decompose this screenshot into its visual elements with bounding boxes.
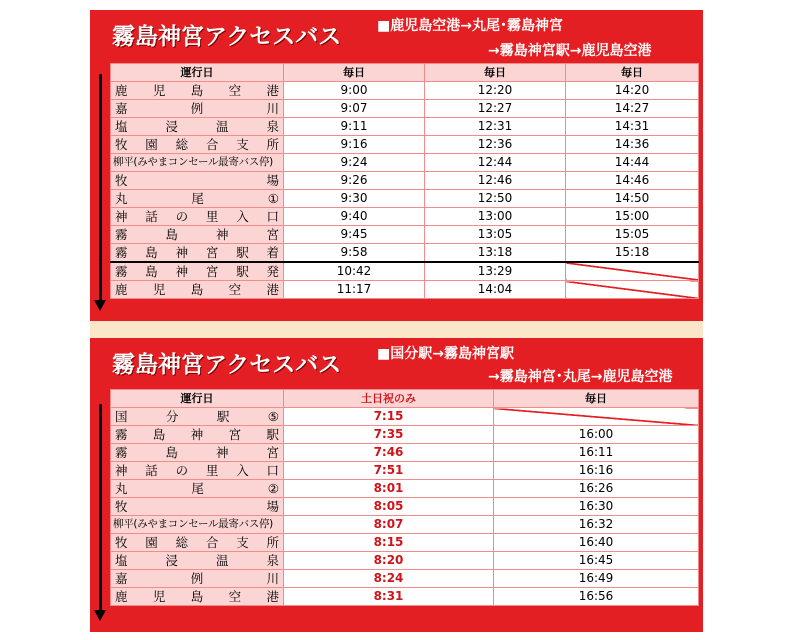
time-cell: 12:20 bbox=[425, 82, 566, 100]
table-row bbox=[111, 498, 699, 516]
stop-name: 鹿児島空港 bbox=[111, 281, 284, 299]
no-service-cell bbox=[494, 408, 699, 426]
time-cell: 12:50 bbox=[425, 190, 566, 208]
panel1-arrowhead-icon bbox=[94, 300, 106, 311]
time-cell: 16:40 bbox=[494, 534, 699, 552]
table-row bbox=[111, 281, 699, 299]
time-cell: 8:15 bbox=[284, 534, 494, 552]
panel-kokubu-to-airport bbox=[90, 338, 703, 632]
stop-name: 鹿児島空港 bbox=[111, 82, 284, 100]
panel-separator bbox=[90, 321, 703, 338]
time-cell: 7:15 bbox=[284, 408, 494, 426]
no-service-cell bbox=[566, 281, 699, 299]
time-cell: 16:11 bbox=[494, 444, 699, 462]
time-cell: 14:04 bbox=[425, 281, 566, 299]
time-cell: 12:46 bbox=[425, 172, 566, 190]
time-cell: 9:16 bbox=[284, 136, 425, 154]
stop-name: 神話の里入口 bbox=[111, 208, 284, 226]
time-cell: 16:16 bbox=[494, 462, 699, 480]
time-cell: 15:18 bbox=[566, 244, 699, 263]
time-cell: 10:42 bbox=[284, 262, 425, 281]
time-cell: 12:36 bbox=[425, 136, 566, 154]
panel1-title: 霧島神宮アクセスバス bbox=[112, 24, 342, 50]
time-cell: 15:05 bbox=[566, 226, 699, 244]
time-cell: 8:20 bbox=[284, 552, 494, 570]
stop-name: 霧島神宮駅発 bbox=[111, 262, 284, 281]
stop-name: 霧島神宮駅着 bbox=[111, 244, 284, 263]
time-cell: 16:32 bbox=[494, 516, 699, 534]
time-cell: 14:27 bbox=[566, 100, 699, 118]
panel1-header bbox=[90, 10, 703, 62]
stop-name: 神話の里入口 bbox=[111, 462, 284, 480]
stop-name: 嘉例川 bbox=[111, 100, 284, 118]
time-cell: 7:35 bbox=[284, 426, 494, 444]
column-header: 毎日 bbox=[284, 64, 425, 82]
stop-name: 丸尾② bbox=[111, 480, 284, 498]
stop-name: 嘉例川 bbox=[111, 570, 284, 588]
table-row bbox=[111, 588, 699, 606]
time-cell: 9:26 bbox=[284, 172, 425, 190]
table-row bbox=[111, 136, 699, 154]
stop-name: 霧島神宮駅 bbox=[111, 426, 284, 444]
column-header: 毎日 bbox=[566, 64, 699, 82]
column-header: 毎日 bbox=[425, 64, 566, 82]
time-cell: 12:27 bbox=[425, 100, 566, 118]
table-row bbox=[111, 426, 699, 444]
stop-name: 鹿児島空港 bbox=[111, 588, 284, 606]
panel2-header bbox=[90, 338, 703, 390]
time-cell: 14:31 bbox=[566, 118, 699, 136]
time-cell: 16:26 bbox=[494, 480, 699, 498]
table-row bbox=[111, 100, 699, 118]
time-cell: 8:31 bbox=[284, 588, 494, 606]
stop-name: 柳平(みやまコンセール最寄バス停) bbox=[111, 516, 284, 534]
table-row bbox=[111, 462, 699, 480]
stop-name: 牧園総合支所 bbox=[111, 534, 284, 552]
panel2-route-line1: ■国分駅→霧島神宮駅 bbox=[377, 346, 514, 362]
stop-name: 柳平(みやまコンセール最寄バス停) bbox=[111, 154, 284, 172]
time-cell: 7:46 bbox=[284, 444, 494, 462]
panel1-header-row bbox=[111, 64, 699, 82]
time-cell: 13:00 bbox=[425, 208, 566, 226]
table-row bbox=[111, 208, 699, 226]
time-cell: 11:17 bbox=[284, 281, 425, 299]
time-cell: 14:46 bbox=[566, 172, 699, 190]
table-row bbox=[111, 172, 699, 190]
time-cell: 16:00 bbox=[494, 426, 699, 444]
table-row bbox=[111, 534, 699, 552]
panel2-direction-arrow bbox=[99, 404, 102, 612]
time-cell: 8:05 bbox=[284, 498, 494, 516]
table-row bbox=[111, 570, 699, 588]
table-row bbox=[111, 480, 699, 498]
time-cell: 16:30 bbox=[494, 498, 699, 516]
panel1-timetable bbox=[110, 63, 699, 299]
time-cell: 16:49 bbox=[494, 570, 699, 588]
table-row bbox=[111, 226, 699, 244]
time-cell: 8:01 bbox=[284, 480, 494, 498]
time-cell: 16:56 bbox=[494, 588, 699, 606]
panel1-route-line1: ■鹿児島空港→丸尾･霧島神宮 bbox=[377, 18, 563, 34]
panel2-title: 霧島神宮アクセスバス bbox=[112, 352, 342, 378]
time-cell: 9:58 bbox=[284, 244, 425, 263]
table-row bbox=[111, 444, 699, 462]
time-cell: 8:24 bbox=[284, 570, 494, 588]
time-cell: 9:11 bbox=[284, 118, 425, 136]
table-row bbox=[111, 262, 699, 281]
time-cell: 9:30 bbox=[284, 190, 425, 208]
time-cell: 13:05 bbox=[425, 226, 566, 244]
stop-name: 丸尾① bbox=[111, 190, 284, 208]
time-cell: 12:44 bbox=[425, 154, 566, 172]
panel1-direction-arrow bbox=[99, 74, 102, 302]
time-cell: 9:40 bbox=[284, 208, 425, 226]
panel1-route-line2: →霧島神宮駅→鹿児島空港 bbox=[488, 43, 652, 59]
time-cell: 13:29 bbox=[425, 262, 566, 281]
column-header: 毎日 bbox=[494, 390, 699, 408]
stop-name: 塩浸温泉 bbox=[111, 118, 284, 136]
table-row bbox=[111, 552, 699, 570]
table-row bbox=[111, 82, 699, 100]
no-service-cell bbox=[566, 262, 699, 281]
stop-name: 牧場 bbox=[111, 498, 284, 516]
time-cell: 14:36 bbox=[566, 136, 699, 154]
panel-airport-to-shrine bbox=[90, 10, 703, 321]
time-cell: 8:07 bbox=[284, 516, 494, 534]
table-row bbox=[111, 118, 699, 136]
time-cell: 9:07 bbox=[284, 100, 425, 118]
stop-name: 塩浸温泉 bbox=[111, 552, 284, 570]
time-cell: 12:31 bbox=[425, 118, 566, 136]
time-cell: 14:50 bbox=[566, 190, 699, 208]
table-row bbox=[111, 408, 699, 426]
panel2-timetable bbox=[110, 389, 699, 606]
time-cell: 16:45 bbox=[494, 552, 699, 570]
time-cell: 9:45 bbox=[284, 226, 425, 244]
time-cell: 9:24 bbox=[284, 154, 425, 172]
column-header: 運行日 bbox=[111, 390, 284, 408]
table-row bbox=[111, 154, 699, 172]
column-header: 運行日 bbox=[111, 64, 284, 82]
stop-name: 霧島神宮 bbox=[111, 226, 284, 244]
time-cell: 9:00 bbox=[284, 82, 425, 100]
stop-name: 霧島神宮 bbox=[111, 444, 284, 462]
panel2-route-line2: →霧島神宮･丸尾→鹿児島空港 bbox=[488, 369, 673, 385]
time-cell: 7:51 bbox=[284, 462, 494, 480]
stop-name: 牧園総合支所 bbox=[111, 136, 284, 154]
time-cell: 14:20 bbox=[566, 82, 699, 100]
time-cell: 13:18 bbox=[425, 244, 566, 263]
panel2-header-row bbox=[111, 390, 699, 408]
table-row bbox=[111, 244, 699, 263]
column-header: 土日祝のみ bbox=[284, 390, 494, 408]
time-cell: 15:00 bbox=[566, 208, 699, 226]
time-cell: 14:44 bbox=[566, 154, 699, 172]
stop-name: 牧場 bbox=[111, 172, 284, 190]
stop-name: 国分駅⑤ bbox=[111, 408, 284, 426]
table-row bbox=[111, 516, 699, 534]
panel2-arrowhead-icon bbox=[94, 610, 106, 621]
timetable-frame bbox=[90, 10, 703, 632]
table-row bbox=[111, 190, 699, 208]
